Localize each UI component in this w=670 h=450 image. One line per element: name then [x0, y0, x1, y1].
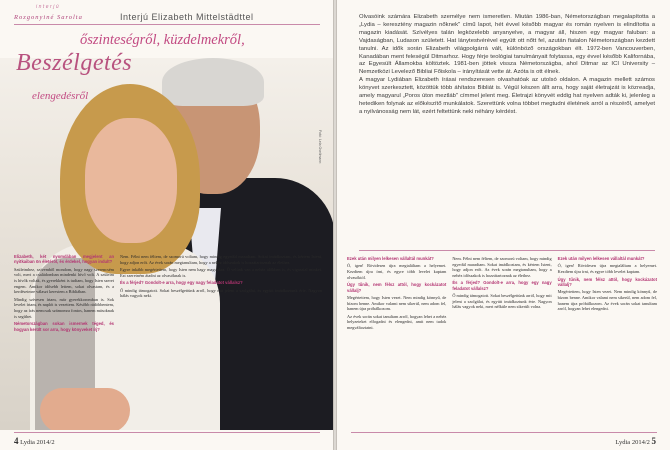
left-column-2	[120, 254, 322, 429]
interview-answer: Ő mindig támogatott. Sokat beszélgettünk arról, hogy mit jelent a szolgálat, és együtt imádkoztunk érte. Nagyon hálás vagyok neki, mert nélküle nem sikerült volna.	[452, 293, 552, 310]
title-line-2: Beszélgetés	[16, 50, 133, 76]
interview-answer: Megértettem, hogy Isten vezet. Nem mindig könnyű, de bízom benne. Amikor valami nem sikerül, nem adom fel, hanem újra próbálkozom.	[347, 295, 447, 312]
right-column-1	[347, 256, 446, 428]
interview-question: Elizabeth, két nyomdában megjelent an nyitkaiban ön életéről, és érdekel, hogyan indult?	[14, 254, 114, 265]
interview-question: Németországban sokan ismernek téged, és hogyan került sor arra, hogy könyveket írj?	[14, 321, 114, 332]
folio-magazine: Lydia 2014/2	[615, 439, 650, 446]
interview-answer: Az évek során sokat tanultam arról, hogyan lehet a nehéz helyzeteket elfogadni és elengedni, amit nem tudok megváltoztatni.	[347, 313, 447, 330]
intro-paragraph: A magyar Lydiában Elizabeth írásai rendszeresen olvashatóak az utolsó oldalon. A magazin mellett számos könyvet szerkesztett, közöttük több áhítatos Bibliát is. Végül készen állt arra, hogy saját életrajzát is közreadja, amely magyarul „Poros úton meztláb" címmel jelent meg. Életrajzi könyvét eddig hat nyelven adták ki, jelenleg a hetediken folynak az előkészítő munkálatok. Szerettünk volna többet megtudni életének arról a részéről, amelyet a nyilvánosság nem lát, ezért feltettünk neki néhány kérdést.	[359, 77, 655, 115]
interview-question: És a férjed? Gondolt-e arra, hogy egy nagy feladatot vállalsz?	[452, 280, 552, 291]
folio-right	[615, 436, 656, 446]
folio-magazine: Lydia 2014/2	[20, 439, 55, 446]
interview-question: Úgy tűnik, nem félsz attól, hogy kockázatot vállalj?	[557, 276, 657, 287]
page-number: 5	[651, 436, 656, 446]
author-name: Rozgonyiné Sarolta	[14, 14, 83, 21]
page-number: 4	[14, 436, 19, 446]
right-column-2	[452, 256, 551, 428]
interview-question: És a férjed? Gondolt-e arra, hogy egy nagy feladatot vállalsz?	[120, 280, 243, 286]
section-rubric: interjú	[36, 4, 61, 10]
interview-question: Ezek után milyen lelkesen vállaltál munkát?	[557, 256, 645, 261]
right-page-columns-wrap	[337, 0, 670, 450]
left-body-columns	[14, 254, 322, 429]
right-column-3	[558, 256, 657, 428]
photo-credit: Fotó: Lela Gsellmann	[318, 130, 322, 164]
footer-rule-right	[351, 432, 657, 433]
right-body-columns	[347, 256, 657, 428]
interview-answer: Ó, igen! Rövidesen újra megtaláltam a helyemet. Kezdtem újra írni, és egyre több levelet kaptam.	[557, 263, 657, 274]
interview-question: Úgy tűnik, nem félsz attól, hogy kockázatot vállalj?	[347, 282, 447, 293]
interview-answer: Mindig szívesen írtam, már gyerekkoromban is. Sok levelet írtam, és naplót is vezettem. Később rádöbbentem, hogy az írás nemcsak számomra fontos, hanem másoknak is segíthet.	[14, 296, 114, 319]
header-title: Interjú Elizabeth Mittelstädttel	[120, 12, 254, 22]
photo-man-hair	[162, 58, 264, 106]
title-line-1: őszinteségről, küzdelmekről,	[80, 32, 245, 48]
interview-answer: Nem. Félni nem féltem, de szomorú voltam, hogy mindig egyedül maradtam. Sokat imádkoztam, és kértem Istent, hogy adjon erőt. Az évek során megtanultam, hogy a nehéz időszakok is hozzátartoznak az élethez.	[120, 254, 322, 265]
header-rule	[14, 24, 320, 25]
left-column-1	[14, 254, 114, 429]
interview-answer: Szüleimhez, szívemből mondom, hogy nagy szerencsém volt, mert a családomban mindenki hívő volt. A szüleim is hívők voltak, és gyerekként is tudtam, hogy Isten szeret engem. Amikor idősebb lettem, sokat olvastam, és a kerdéseimre választ kerestem a Bibliában.	[14, 266, 114, 295]
interview-question: Ezek után milyen lelkesen vállaltál munkát?	[347, 256, 434, 261]
interview-answer: Nem. Félni nem féltem, de szomorú voltam, hogy mindig egyedül maradtam. Sokat imádkoztam, és kértem Istent, hogy adjon erőt. Az évek során megtanultam, hogy a nehéz időszakok is hozzátartoznak az élethez.	[452, 256, 552, 278]
photo-woman-face	[85, 118, 177, 243]
interview-answer: Megértettem, hogy Isten vezet. Nem mindig könnyű, de bízom benne. Amikor valami nem sikerül, nem adom fel, hanem újra próbálkozom. Az évek során sokat tanultam arról, hogyan lehet elengedni.	[557, 289, 657, 312]
interview-answer: Egyre inkább megértettem, hogy Isten nem hagy magunkra. Ő velünk van a nehéz időkben is, és vigasztal minket. Ezt szeretném átadni az olvasóknak is.	[120, 267, 322, 278]
footer-rule	[14, 432, 320, 433]
interview-answer: Ő mindig támogatott. Sokat beszélgettünk arról, hogy mit jelent a szolgálat, és együtt imádkoztunk érte. Nagyon hálás vagyok neki.	[120, 287, 322, 299]
folio-left	[14, 436, 55, 446]
interview-answer: Ó, igen! Rövidesen újra megtaláltam a helyemet. Kezdtem újra írni, és egyre több levelet kaptam olvasóktól.	[347, 263, 447, 280]
intro-paragraph: Olvasóink számára Elizabeth személye nem ismeretlen. Miután 1986-ban, Németországban megalapította a „Lydia – keresztény magazin nőknek" című lapot, hét évvel később magyar és román nyelven is elindította a magazin kiadását. Szívélyes talán legközelebb anyanyelve, a magyar áll, hiszen egy magyar faluban: a Vajdaságban, Ludason született. Hat lánytestvérével együtt ott nőtt fel, azután fiatalon Németországban kezdett tanulni. Az idők során Elizabeth világpolgárrá vált, különböző országokban élt. 1972-ben Vancouverben, Kanadában ment feleségül Ditmarhoz. Hogy férje teológiai tanulmányait folytassa, egy évvel később Kalifornába, az Egyesült Államokba költöztek. 1981-ben jöttek vissza Németországba, ahol Ditmar az ICI University – Nemzetközi Levelező Bibliai Főiskola – irányítását vette át. Azóta is ott élnek.	[359, 14, 655, 76]
title-line-3: elengedésről	[32, 90, 89, 102]
